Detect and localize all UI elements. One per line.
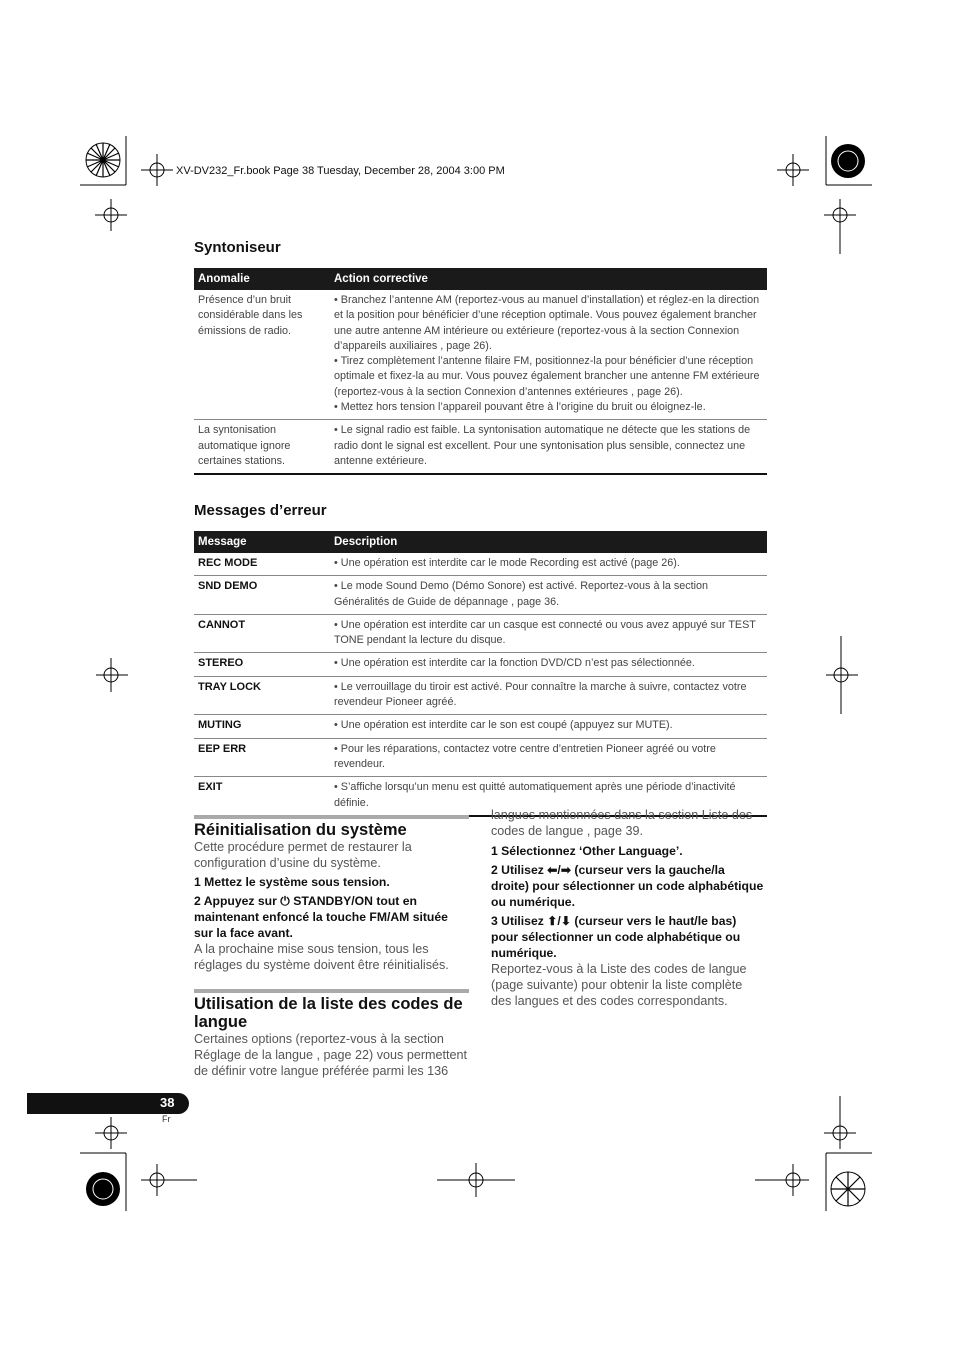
reset-step-2: 2 Appuyez sur ⏻ STANDBY/ON tout en maintenant enfoncé la touche FM/AM située sur la face avant. (194, 894, 448, 940)
corner-mark-bottom-left (80, 1096, 200, 1216)
side-mark-right (826, 636, 860, 716)
error-description: • Une opération est interdite car la fonction DVD/CD n’est pas sélectionnée. (330, 653, 767, 676)
remedy-cell (330, 290, 767, 420)
corner-mark-bottom-right (752, 1096, 872, 1216)
errors-section-title: Messages d’erreur (194, 502, 327, 519)
error-description: • Le mode Sound Demo (Démo Sonore) est activé. Reportez-vous à la section Généralités de Guide de dépannage , page 36. (330, 576, 767, 615)
table-row (194, 614, 767, 653)
langcodes-section-title: Utilisation de la liste des codes de langue (194, 995, 463, 1031)
remedy-cell (330, 420, 767, 474)
table-row (194, 653, 767, 676)
error-description: • Pour les réparations, contactez votre centre d’entretien Pioneer agréé ou votre revendeur. (330, 738, 767, 777)
left-column (194, 815, 469, 1079)
reset-intro: Cette procédure permet de restaurer la configuration d’usine du système. (194, 840, 412, 870)
error-code: EXIT (194, 777, 330, 816)
page-number: 38 (160, 1095, 175, 1110)
tuner-troubleshooting-table (194, 268, 767, 475)
langcodes-step-3: 3 Utilisez ⬆/⬇ (curseur vers le haut/le bas) pour sélectionner un code alphabétique ou numérique. (491, 914, 741, 960)
langcodes-intro: Certaines options (reportez-vous à la section Réglage de la langue , page 22) vous permettent de définir votre langue préférée parmi les 136 (194, 1032, 468, 1078)
column-header: Anomalie (194, 268, 330, 290)
section-rule (194, 989, 469, 993)
remedy-bullet: • Mettez hors tension l’appareil pouvant être à l’origine du bruit ou éloignez-le. (334, 401, 706, 414)
table-row (194, 553, 767, 576)
error-messages-table (194, 531, 767, 817)
language-code: Fr (162, 1114, 171, 1124)
problem-cell: Présence d’un bruit considérable dans les émissions de radio. (194, 290, 330, 420)
remedy-bullet: • Branchez l’antenne AM (reportez-vous au manuel d’installation) et réglez-en la direction et la position pour bénéficier d’une réception optimale. Vous pouvez également brancher une autre antenne AM intérieure ou extérieure (reportez-vous à la section Connexion d’appareils auxiliaires , page 26). (334, 294, 760, 352)
error-description: • Une opération est interdite car un casque est connecté ou vous avez appuyé sur TEST TONE pendant la lecture du disque. (330, 614, 767, 653)
reset-outro: A la prochaine mise sous tension, tous les réglages du système doivent être réinitialisés. (194, 942, 449, 972)
reset-section-title: Réinitialisation du système (194, 821, 407, 839)
table-row (194, 576, 767, 615)
error-description: • Le verrouillage du tiroir est activé. Pour connaître la marche à suivre, contactez votre revendeur Pioneer agréé. (330, 676, 767, 715)
table-header-row (194, 531, 767, 553)
right-column (491, 807, 766, 1009)
error-code: STEREO (194, 653, 330, 676)
tuner-section-title: Syntoniseur (194, 239, 281, 256)
table-row (194, 715, 767, 738)
error-code: SND DEMO (194, 576, 330, 615)
center-mark-bottom (437, 1163, 517, 1203)
column-header: Description (330, 531, 767, 553)
corner-mark-top-right (752, 136, 872, 256)
langcodes-outro: Reportez-vous à la Liste des codes de langue (page suivante) pour obtenir la liste complète des langues et des codes correspondants. (491, 962, 747, 1008)
table-row (194, 420, 767, 474)
column-header: Message (194, 531, 330, 553)
error-description: • Une opération est interdite car le son est coupé (appuyez sur MUTE). (330, 715, 767, 738)
error-description: • Une opération est interdite car le mode Recording est activé (page 26). (330, 553, 767, 576)
table-header-row (194, 268, 767, 290)
error-code: CANNOT (194, 614, 330, 653)
langcodes-step-1: 1 Sélectionnez ‘Other Language’. (491, 844, 683, 858)
langcodes-continued: langues mentionnées dans la section Liste des codes de langue , page 39. (491, 808, 753, 838)
error-code: REC MODE (194, 553, 330, 576)
print-header-line: XV-DV232_Fr.book Page 38 Tuesday, December 28, 2004 3:00 PM (176, 165, 505, 177)
error-code: MUTING (194, 715, 330, 738)
section-rule (194, 815, 469, 819)
table-row (194, 676, 767, 715)
error-code: TRAY LOCK (194, 676, 330, 715)
remedy-bullet: • Tirez complètement l’antenne filaire FM, positionnez-la pour bénéficier d’une réception optimale et fixez-la au mur. Vous pouvez également brancher une antenne FM extérieure (reportez-vous à la section Connexion d’antennes extérieures , page 26). (334, 355, 760, 398)
table-row (194, 290, 767, 420)
error-description: • S’affiche lorsqu’un menu est quitté automatiquement après une période d’inactivité définie. (330, 777, 767, 816)
side-mark-left (96, 658, 130, 698)
reset-step-1: 1 Mettez le système sous tension. (194, 875, 390, 889)
table-row (194, 738, 767, 777)
column-header: Action corrective (330, 268, 767, 290)
error-code: EEP ERR (194, 738, 330, 777)
remedy-bullet: • Le signal radio est faible. La syntonisation automatique ne détecte que les stations de radio dont le signal est excellent. Pour une syntonisation plus sensible, connectez une antenne extérieure. (334, 424, 751, 467)
corner-mark-top-left (80, 136, 190, 256)
problem-cell: La syntonisation automatique ignore certaines stations. (194, 420, 330, 474)
langcodes-step-2: 2 Utilisez ⬅/➡ (curseur vers la gauche/la droite) pour sélectionner un code alphabétique ou numérique. (491, 863, 764, 909)
